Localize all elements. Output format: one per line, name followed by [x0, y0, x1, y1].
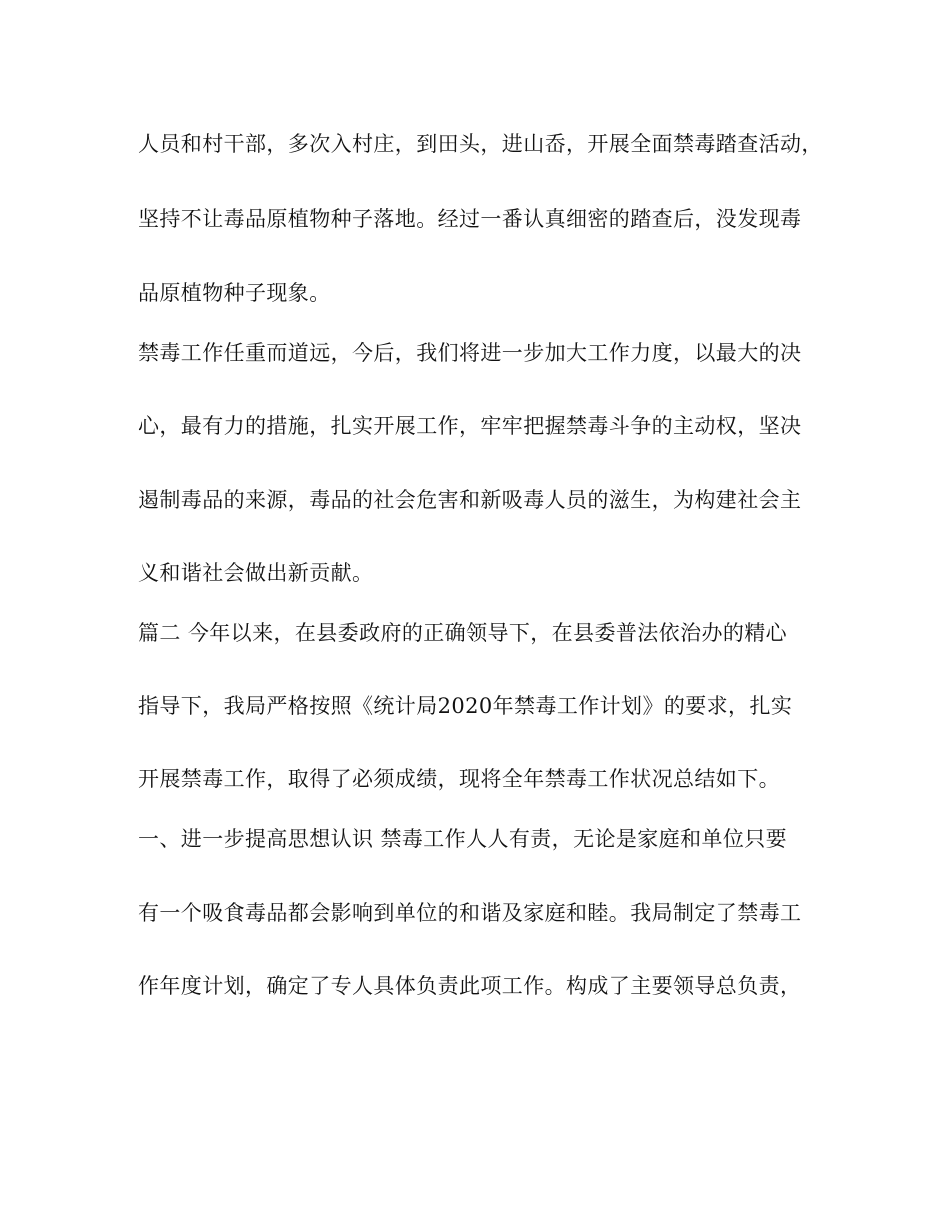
body-text-line: 义和谐社会做出新贡献。 — [138, 561, 374, 585]
body-text-line: 开展禁毒工作，取得了必须成绩，现将全年禁毒工作状况总结如下。 — [138, 767, 780, 791]
body-text-line: 作年度计划，确定了专人具体负责此项工作。构成了主要领导总负责， — [138, 974, 802, 998]
body-text-line: 遏制毒品的来源，毒品的社会危害和新吸毒人员的滋生，为构建社会主 — [138, 488, 802, 512]
body-text-line: 品原植物种子现象。 — [138, 281, 331, 305]
body-text-line: 禁毒工作任重而道远，今后，我们将进一步加大工作力度，以最大的决 — [138, 341, 802, 365]
section-heading-line: 一、进一步提高思想认识 禁毒工作人人有责，无论是家庭和单位只要 — [138, 827, 788, 851]
body-text-line: 心，最有力的措施，扎实开展工作，牢牢把握禁毒斗争的主动权，坚决 — [138, 414, 802, 438]
body-text-line: 有一个吸食毒品都会影响到单位的和谐及家庭和睦。我局制定了禁毒工 — [138, 901, 802, 925]
body-text-line: 坚持不让毒品原植物种子落地。经过一番认真细密的踏查后，没发现毒 — [138, 207, 802, 231]
body-text-line: 人员和村干部，多次入村庄，到田头，进山岙，开展全面禁毒踏查活动， — [138, 132, 823, 156]
section-heading-line: 篇二 今年以来，在县委政府的正确领导下，在县委普法依治办的精心 — [138, 621, 788, 645]
body-text-line: 指导下，我局严格按照《统计局2020年禁毒工作计划》的要求，扎实 — [138, 694, 793, 718]
